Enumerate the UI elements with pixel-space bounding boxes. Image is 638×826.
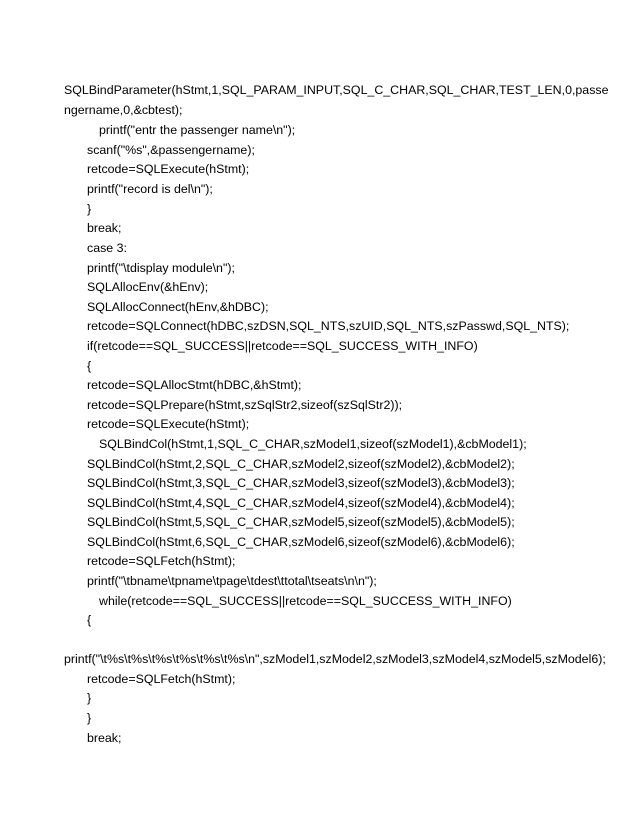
code-line: retcode=SQLPrepare(hStmt,szSqlStr2,sizeof(szSqlStr2));: [87, 398, 403, 412]
code-line: }: [87, 202, 92, 216]
code-line: retcode=SQLExecute(hStmt);: [87, 417, 250, 431]
code-line: }: [87, 691, 92, 705]
code-line: SQLBindCol(hStmt,2,SQL_C_CHAR,szModel2,sizeof(szModel2),&cbModel2);: [87, 457, 515, 471]
code-line: retcode=SQLAllocStmt(hDBC,&hStmt);: [87, 378, 302, 392]
code-line: retcode=SQLFetch(hStmt);: [87, 554, 236, 568]
code-line: SQLAllocConnect(hEnv,&hDBC);: [87, 300, 269, 314]
code-line: printf("record is del\n");: [87, 182, 213, 196]
code-line: scanf("%s",&passengername);: [87, 143, 255, 157]
code-line: {: [87, 613, 92, 627]
code-line: retcode=SQLConnect(hDBC,szDSN,SQL_NTS,szUID,SQL_NTS,szPasswd,SQL_NTS);: [87, 319, 570, 333]
code-line: printf("entr the passenger name\n");: [99, 123, 296, 137]
code-line: case 3:: [87, 241, 127, 255]
code-line: retcode=SQLExecute(hStmt);: [87, 162, 250, 176]
code-line: retcode=SQLFetch(hStmt);: [87, 672, 236, 686]
code-line: printf("\t%s\t%s\t%s\t%s\t%s\t%s\n",szModel1,szModel2,szModel3,szModel4,szModel5,szModel6);: [64, 652, 606, 666]
code-line: SQLBindCol(hStmt,3,SQL_C_CHAR,szModel3,sizeof(szModel3),&cbModel3);: [87, 476, 515, 490]
code-line: break;: [87, 221, 122, 235]
code-line: SQLAllocEnv(&hEnv);: [87, 280, 209, 294]
code-line: SQLBindCol(hStmt,6,SQL_C_CHAR,szModel6,sizeof(szModel6),&cbModel6);: [87, 535, 515, 549]
code-line: ngername,0,&cbtest);: [64, 103, 183, 117]
code-line: SQLBindParameter(hStmt,1,SQL_PARAM_INPUT,SQL_C_CHAR,SQL_CHAR,TEST_LEN,0,passe: [64, 83, 609, 97]
code-line: printf("\tbname\tpname\tpage\tdest\ttotal\tseats\n\n");: [87, 574, 377, 588]
code-line: SQLBindCol(hStmt,1,SQL_C_CHAR,szModel1,sizeof(szModel1),&cbModel1);: [99, 437, 527, 451]
code-line: }: [87, 711, 92, 725]
code-line: printf("\tdisplay module\n");: [87, 261, 235, 275]
code-line: {: [87, 359, 92, 373]
code-line: SQLBindCol(hStmt,4,SQL_C_CHAR,szModel4,sizeof(szModel4),&cbModel4);: [87, 496, 515, 510]
code-line: if(retcode==SQL_SUCCESS||retcode==SQL_SUCCESS_WITH_INFO): [87, 339, 478, 353]
code-line: while(retcode==SQL_SUCCESS||retcode==SQL_SUCCESS_WITH_INFO): [99, 594, 512, 608]
code-line: break;: [87, 731, 122, 745]
code-line: SQLBindCol(hStmt,5,SQL_C_CHAR,szModel5,sizeof(szModel5),&cbModel5);: [87, 515, 515, 529]
